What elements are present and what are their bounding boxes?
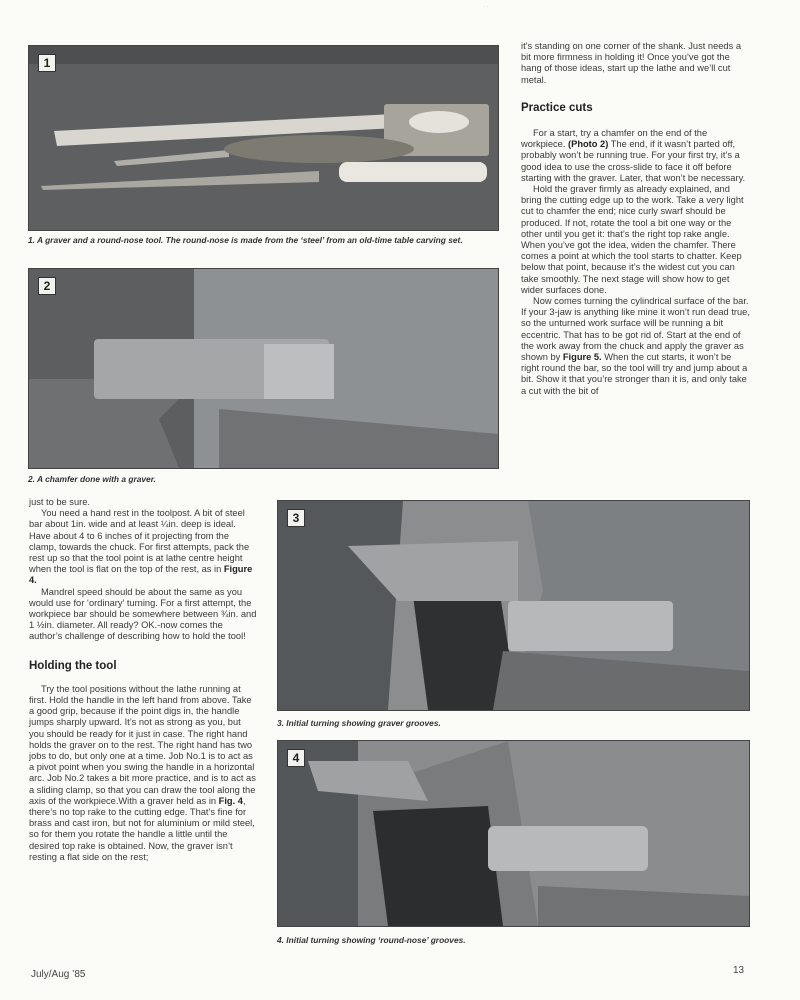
figure-reference: Fig. 4 [218, 795, 243, 806]
caption-photo-2: 2. A chamfer done with a graver. [28, 474, 156, 484]
photo-1 [28, 45, 499, 231]
photo-3 [277, 500, 750, 711]
photo-2-image [29, 269, 498, 468]
photo-number-1: 1 [38, 54, 56, 72]
right-column-text [521, 41, 751, 397]
section-heading-holding-the-tool: Holding the tool [29, 659, 117, 672]
photo-number-3: 3 [287, 509, 305, 527]
paragraph: Try the tool positions without the lathe running at first. Hold the handle in the left hand from above. Take a good grip, because if the point digs in, the handle jumps sharply upward. It’s not as strong as you, but you should be ready for it just in case. The right hand holds the graver on to the rest. The right hand has two jobs to do, but only one at a time. Job No.1 is to act as a pivot point when you swing the handle in a horizontal arc. Job No.2 takes a bit more practice, and is to act as a sliding clamp, so that you can draw the tool along the axis of the workpiece.With a graver held as in Fig. 4, there’s no top rake to the cutting edge. That’s fine for brass and cast iron, but not for aluminium or mild steel, so for them you rotate the handle a little until the desired top rake is obtained. Now, the graver isn’t resting a flat side on the rest; [29, 683, 256, 862]
photo-3-image [278, 501, 749, 710]
issue-date: July/Aug ’85 [31, 969, 86, 980]
paragraph: Now comes turning the cylindrical surface of the bar. If your 3-jaw is anything like mine it won’t run dead true, so the unturned work surface will be running a bit eccentric. That has to be got rid of. Start at the end of the work away from the chuck and apply the graver as shown by Figure 5. When the cut starts, it won’t be right round the bar, so the tool will try and jump about a bit. Show it that you’re stronger than it is, and only take a cut with the bit of [521, 296, 750, 396]
page-mark: · · [483, 4, 489, 10]
paragraph: Mandrel speed should be about the same as you would use for ‘ordinary’ turning. For a first attempt, the workpiece bar should be somewhere between ¾in. and 1 ½in. diameter. All ready? OK.-now comes the author’s challenge of describing how to hold the tool! [29, 586, 257, 642]
caption-photo-3: 3. Initial turning showing graver grooves. [277, 718, 441, 728]
photo-1-image [29, 46, 498, 230]
left-column-text [29, 497, 257, 863]
photo-number-4: 4 [287, 749, 305, 767]
photo-2 [28, 268, 499, 469]
figure-reference: Figure 5. [562, 352, 602, 363]
paragraph: You need a hand rest in the toolpost. A bit of steel bar about 1in. wide and at least ¼in. deep is ideal. Have about 4 to 6 inches of it projecting from the clamp, towards the chuck. For first attempts, pack the rest up so that the tool point is at lathe centre height when the tool is flat on the top of the rest, as in Figure 4. [29, 508, 253, 586]
photo-number-2: 2 [38, 277, 56, 295]
paragraph: it’s standing on one corner of the shank. Just needs a bit more firmness in holding it! Once you’ve got the hang of those ideas, start up the lathe and we’ll cut metal. [521, 41, 741, 85]
page-number: 13 [733, 965, 745, 976]
paragraph: just to be sure. [29, 497, 90, 507]
caption-photo-1: 1. A graver and a round-nose tool. The round-nose is made from the ‘steel’ from an old-time table carving set. [28, 235, 463, 245]
section-heading-practice-cuts: Practice cuts [521, 101, 593, 114]
photo-reference: (Photo 2) [568, 139, 609, 150]
photo-4-image [278, 741, 749, 926]
figure-reference: Figure 4. [29, 564, 253, 586]
paragraph: Hold the graver firmly as already explained, and bring the cutting edge up to the work. Take a very light cut to chamfer the end; nice curly swarf should be produced. If not, rotate the tool a bit one way or the other until you get it: that’s the right top rake angle. When you’ve got the idea, widen the chamfer. There comes a point at which the tool starts to chatter. Keep below that point, because it’s the widest cut you can take smoothly. The next stage will show how to get wider surfaces done. [521, 184, 744, 295]
paragraph: For a start, try a chamfer on the end of the workpiece. (Photo 2) The end, if it wasn’t parted off, probably won’t be running true. For your first try, it’s a good idea to use the cross-slide to face it off before starting with the graver. Later, that won’t be necessary. [521, 128, 746, 183]
caption-photo-4: 4. Initial turning showing ‘round-nose’ grooves. [277, 935, 466, 945]
photo-4 [277, 740, 750, 927]
